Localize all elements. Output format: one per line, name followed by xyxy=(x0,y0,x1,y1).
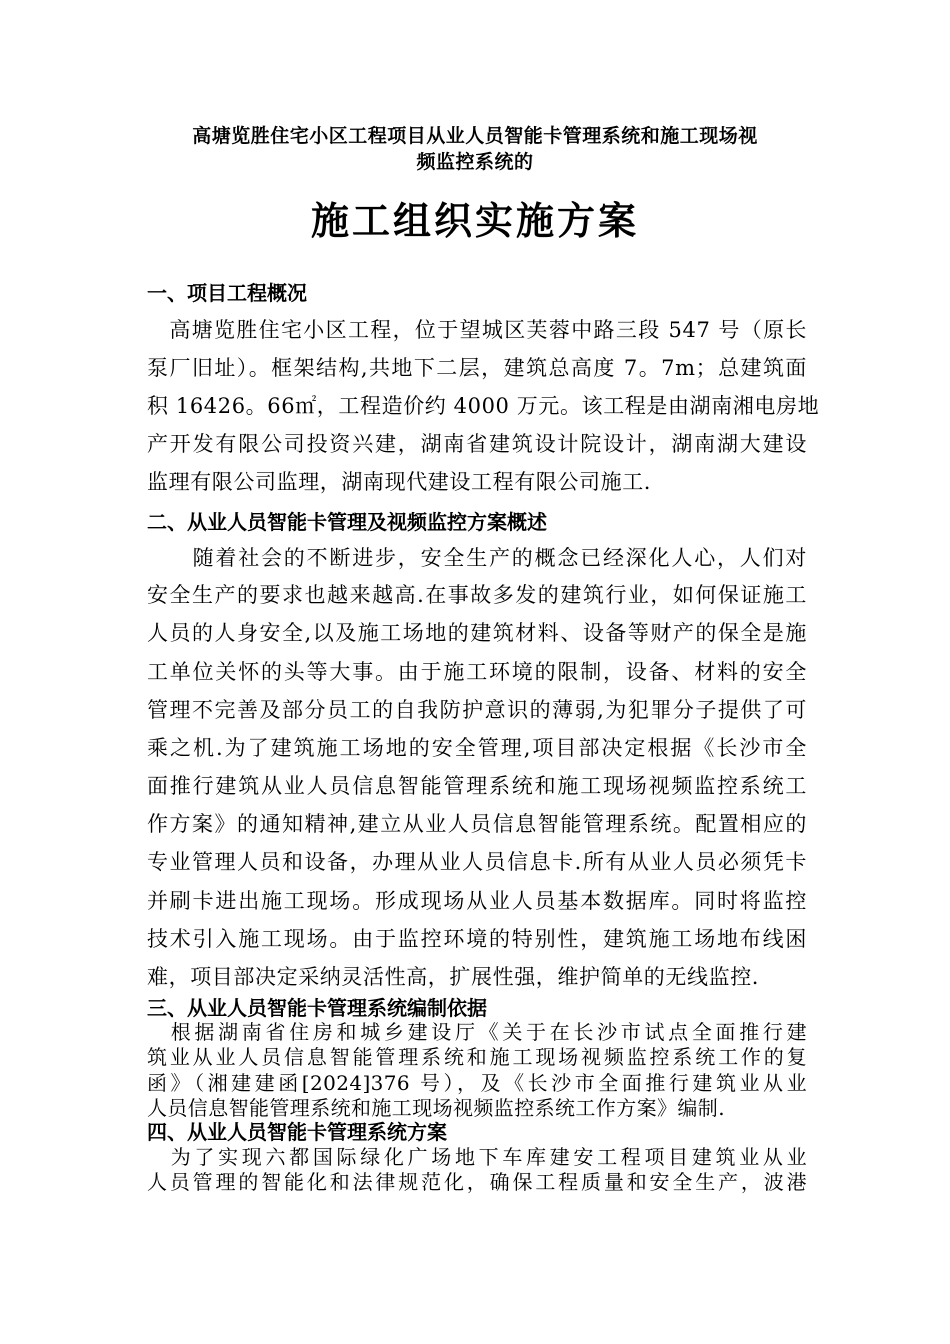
section-1-line: 监理有限公司监理，湖南现代建设工程有限公司施工. xyxy=(147,470,652,494)
section-4-line: 人员管理的智能化和法律规范化，确保工程质量和安全生产，波港 xyxy=(147,1170,807,1194)
section-2-line: 安全生产的要求也越来越高.在事故多发的建筑行业，如何保证施工 xyxy=(147,583,807,607)
document-title-line-2: 频监控系统的 xyxy=(416,151,534,173)
section-2-line: 随着社会的不断进步，安全生产的概念已经深化人心，人们对 xyxy=(147,546,807,570)
section-1-line: 积 16426。66㎡，工程造价约 4000 万元。该工程是由湖南湘电房地 xyxy=(147,394,820,418)
section-3-line: 根据湖南省住房和城乡建设厅《关于在长沙市试点全面推行建 xyxy=(147,1020,807,1044)
section-heading-3: 三、从业人员智能卡管理系统编制依据 xyxy=(147,996,487,1020)
section-2-line: 专业管理人员和设备，办理从业人员信息卡.所有从业人员必须凭卡 xyxy=(147,850,807,874)
section-heading-4: 四、从业人员智能卡管理系统方案 xyxy=(147,1120,447,1144)
section-3-line: 筑业从业人员信息智能管理系统和施工现场视频监控系统工作的复 xyxy=(147,1045,807,1069)
section-3-line: 人员信息智能管理系统和施工现场视频监控系统工作方案》编制. xyxy=(147,1096,725,1120)
section-3-line: 函》（湘建建函[2024]376 号），及《长沙市全面推行建筑业从业 xyxy=(147,1071,807,1095)
section-2-line: 管理不完善及部分员工的自我防护意识的薄弱,为犯罪分子提供了可 xyxy=(147,698,807,722)
section-2-line: 并刷卡进出施工现场。形成现场从业人员基本数据库。同时将监控 xyxy=(147,889,807,913)
section-2-line: 技术引入施工现场。由于监控环境的特别性，建筑施工场地布线困 xyxy=(147,927,807,951)
section-2-line: 难，项目部决定采纳灵活性高，扩展性强，维护简单的无线监控. xyxy=(147,965,760,989)
document-title-line-1: 高塘览胜住宅小区工程项目从业人员智能卡管理系统和施工现场视 xyxy=(192,125,758,147)
section-1-line: 高塘览胜住宅小区工程，位于望城区芙蓉中路三段 547 号（原长 xyxy=(147,318,807,342)
main-title: 施工组织实施方案 xyxy=(310,199,639,243)
section-heading-1: 一、项目工程概况 xyxy=(147,281,307,305)
section-2-line: 面推行建筑从业人员信息智能管理系统和施工现场视频监控系统工 xyxy=(147,774,807,798)
section-1-line: 泵厂旧址）。框架结构,共地下二层，建筑总高度 7。7m；总建筑面 xyxy=(147,356,807,380)
section-2-line: 作方案》的通知精神,建立从业人员信息智能管理系统。配置相应的 xyxy=(147,812,807,836)
section-4-line: 为了实现六都国际绿化广场地下车库建安工程项目建筑业从业 xyxy=(147,1145,807,1169)
section-heading-2: 二、从业人员智能卡管理及视频监控方案概述 xyxy=(147,510,547,534)
section-2-line: 人员的人身安全,以及施工场地的建筑材料、设备等财产的保全是施 xyxy=(147,621,807,645)
section-2-line: 乘之机.为了建筑施工场地的安全管理,项目部决定根据《长沙市全 xyxy=(147,736,807,760)
section-1-line: 产开发有限公司投资兴建，湖南省建筑设计院设计，湖南湖大建设 xyxy=(147,432,807,456)
section-2-line: 工单位关怀的头等大事。由于施工环境的限制，设备、材料的安全 xyxy=(147,660,807,684)
